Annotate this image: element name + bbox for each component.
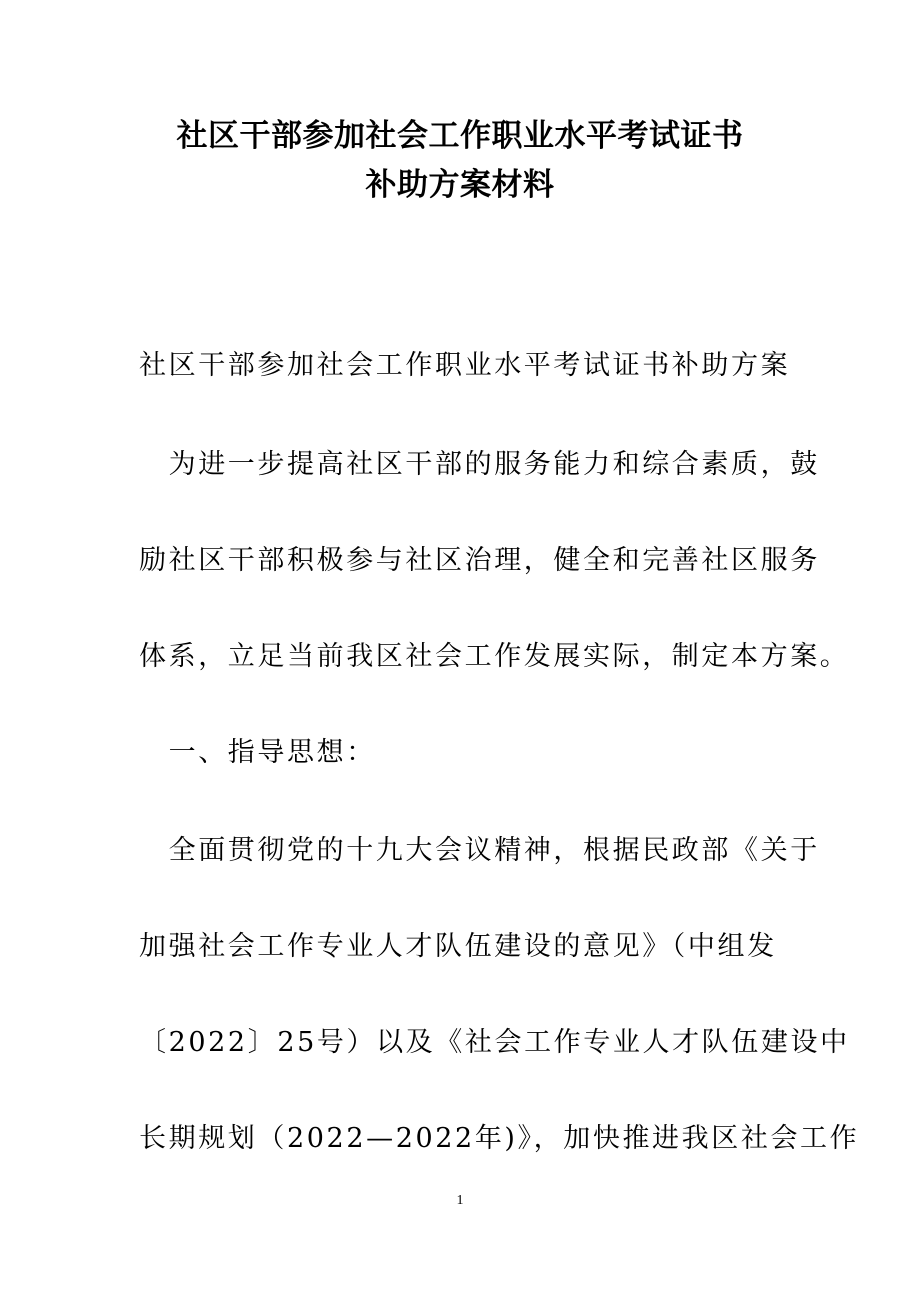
body-line-3: 励社区干部积极参与社区治理，健全和完善社区服务 <box>139 545 820 576</box>
body-line-1: 社区干部参加社会工作职业水平考试证书补助方案 <box>139 350 791 381</box>
body-line-8: 〔2022〕25号）以及《社会工作专业人才队伍建设中 <box>139 1027 850 1058</box>
section-heading-guiding-ideology: 一、指导思想： <box>139 737 376 768</box>
body-line-6: 全面贯彻党的十九大会议精神，根据民政部《关于 <box>139 835 820 866</box>
page-number: 1 <box>456 1193 464 1208</box>
body-line-7: 加强社会工作专业人才队伍建设的意见》（中组发 <box>139 931 777 962</box>
body-line-4: 体系，立足当前我区社会工作发展实际，制定本方案。 <box>139 641 850 672</box>
body-line-2: 为进一步提高社区干部的服务能力和综合素质，鼓 <box>139 449 820 480</box>
document-title-line-1: 社区干部参加社会工作职业水平考试证书 <box>176 118 744 154</box>
body-line-9: 长期规划（2022—2022年)》，加快推进我区社会工作 <box>139 1123 860 1154</box>
document-title-line-2: 补助方案材料 <box>365 167 555 203</box>
